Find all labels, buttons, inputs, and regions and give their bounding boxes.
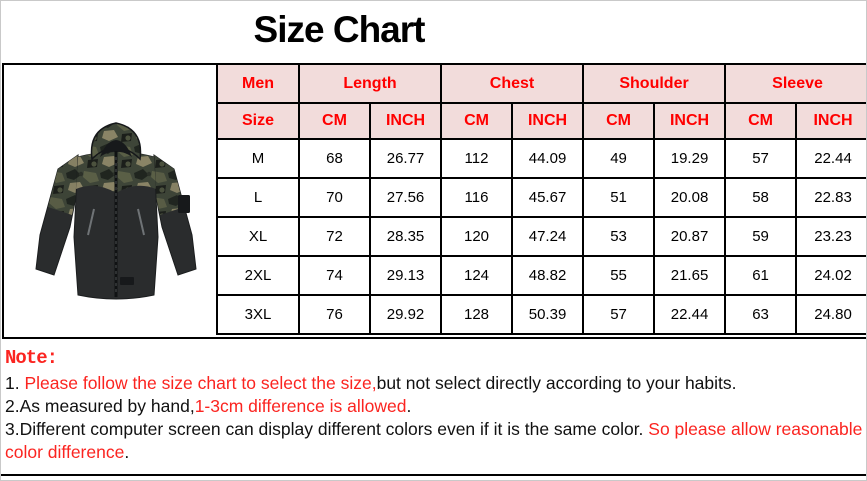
size-table bbox=[216, 63, 867, 335]
table-row bbox=[217, 217, 867, 256]
sub-header-cell: CM bbox=[725, 103, 796, 139]
table-row bbox=[217, 295, 867, 334]
note-segment: So please allow reasonable color difference bbox=[5, 419, 863, 462]
value-cell: 128 bbox=[441, 295, 512, 334]
value-cell: 20.08 bbox=[654, 178, 725, 217]
value-cell: 76 bbox=[299, 295, 370, 334]
chart-frame bbox=[2, 63, 867, 339]
product-image bbox=[32, 117, 200, 307]
size-cell: 2XL bbox=[217, 256, 299, 295]
value-cell: 49 bbox=[583, 139, 654, 178]
note-segment: 3.Different computer screen can display different colors even if it is the same color. bbox=[5, 419, 649, 439]
size-cell: 3XL bbox=[217, 295, 299, 334]
value-cell: 57 bbox=[725, 139, 796, 178]
size-cell: XL bbox=[217, 217, 299, 256]
value-cell: 59 bbox=[725, 217, 796, 256]
value-cell: 50.39 bbox=[512, 295, 583, 334]
sub-header-cell: INCH bbox=[796, 103, 867, 139]
note-segment: . bbox=[406, 396, 412, 416]
value-cell: 61 bbox=[725, 256, 796, 295]
note-item bbox=[5, 395, 863, 418]
value-cell: 72 bbox=[299, 217, 370, 256]
value-cell: 112 bbox=[441, 139, 512, 178]
notes-heading: Note: bbox=[5, 347, 58, 369]
table-row bbox=[217, 139, 867, 178]
value-cell: 58 bbox=[725, 178, 796, 217]
value-cell: 45.67 bbox=[512, 178, 583, 217]
sub-header-cell: Size bbox=[217, 103, 299, 139]
value-cell: 22.83 bbox=[796, 178, 867, 217]
value-cell: 24.80 bbox=[796, 295, 867, 334]
value-cell: 23.23 bbox=[796, 217, 867, 256]
group-header-row bbox=[217, 64, 867, 103]
sub-header-cell: INCH bbox=[370, 103, 441, 139]
value-cell: 68 bbox=[299, 139, 370, 178]
group-header-cell: Length bbox=[299, 64, 441, 103]
value-cell: 48.82 bbox=[512, 256, 583, 295]
note-segment: 2.As measured by hand, bbox=[5, 396, 195, 416]
value-cell: 124 bbox=[441, 256, 512, 295]
value-cell: 22.44 bbox=[796, 139, 867, 178]
note-item bbox=[5, 418, 863, 464]
value-cell: 26.77 bbox=[370, 139, 441, 178]
sub-header-cell: INCH bbox=[512, 103, 583, 139]
value-cell: 27.56 bbox=[370, 178, 441, 217]
group-header-cell: Men bbox=[217, 64, 299, 103]
page-title: Size Chart bbox=[253, 9, 425, 50]
note-item bbox=[5, 372, 863, 395]
bottom-divider bbox=[1, 474, 867, 476]
sub-header-cell: INCH bbox=[654, 103, 725, 139]
value-cell: 29.13 bbox=[370, 256, 441, 295]
notes-list bbox=[5, 372, 863, 464]
value-cell: 70 bbox=[299, 178, 370, 217]
note-segment: . bbox=[124, 442, 130, 462]
table-row bbox=[217, 178, 867, 217]
size-cell: M bbox=[217, 139, 299, 178]
note-segment: 1-3cm difference is allowed bbox=[194, 396, 407, 416]
value-cell: 120 bbox=[441, 217, 512, 256]
value-cell: 51 bbox=[583, 178, 654, 217]
value-cell: 57 bbox=[583, 295, 654, 334]
value-cell: 20.87 bbox=[654, 217, 725, 256]
value-cell: 29.92 bbox=[370, 295, 441, 334]
value-cell: 116 bbox=[441, 178, 512, 217]
sub-header-cell: CM bbox=[299, 103, 370, 139]
value-cell: 24.02 bbox=[796, 256, 867, 295]
sub-header-cell: CM bbox=[441, 103, 512, 139]
jacket-image bbox=[32, 117, 200, 307]
sub-header-cell: CM bbox=[583, 103, 654, 139]
value-cell: 44.09 bbox=[512, 139, 583, 178]
value-cell: 21.65 bbox=[654, 256, 725, 295]
value-cell: 55 bbox=[583, 256, 654, 295]
value-cell: 53 bbox=[583, 217, 654, 256]
value-cell: 74 bbox=[299, 256, 370, 295]
note-segment: but not select directly according to your habits. bbox=[376, 373, 737, 393]
value-cell: 22.44 bbox=[654, 295, 725, 334]
size-table-body bbox=[217, 139, 867, 334]
sub-header-row bbox=[217, 103, 867, 139]
note-segment: Please follow the size chart to select the size, bbox=[24, 373, 377, 393]
value-cell: 19.29 bbox=[654, 139, 725, 178]
value-cell: 63 bbox=[725, 295, 796, 334]
note-segment: 1. bbox=[5, 373, 25, 393]
table-row bbox=[217, 256, 867, 295]
value-cell: 47.24 bbox=[512, 217, 583, 256]
value-cell: 28.35 bbox=[370, 217, 441, 256]
group-header-cell: Shoulder bbox=[583, 64, 725, 103]
group-header-cell: Chest bbox=[441, 64, 583, 103]
notes-section bbox=[5, 347, 863, 464]
group-header-cell: Sleeve bbox=[725, 64, 867, 103]
size-cell: L bbox=[217, 178, 299, 217]
